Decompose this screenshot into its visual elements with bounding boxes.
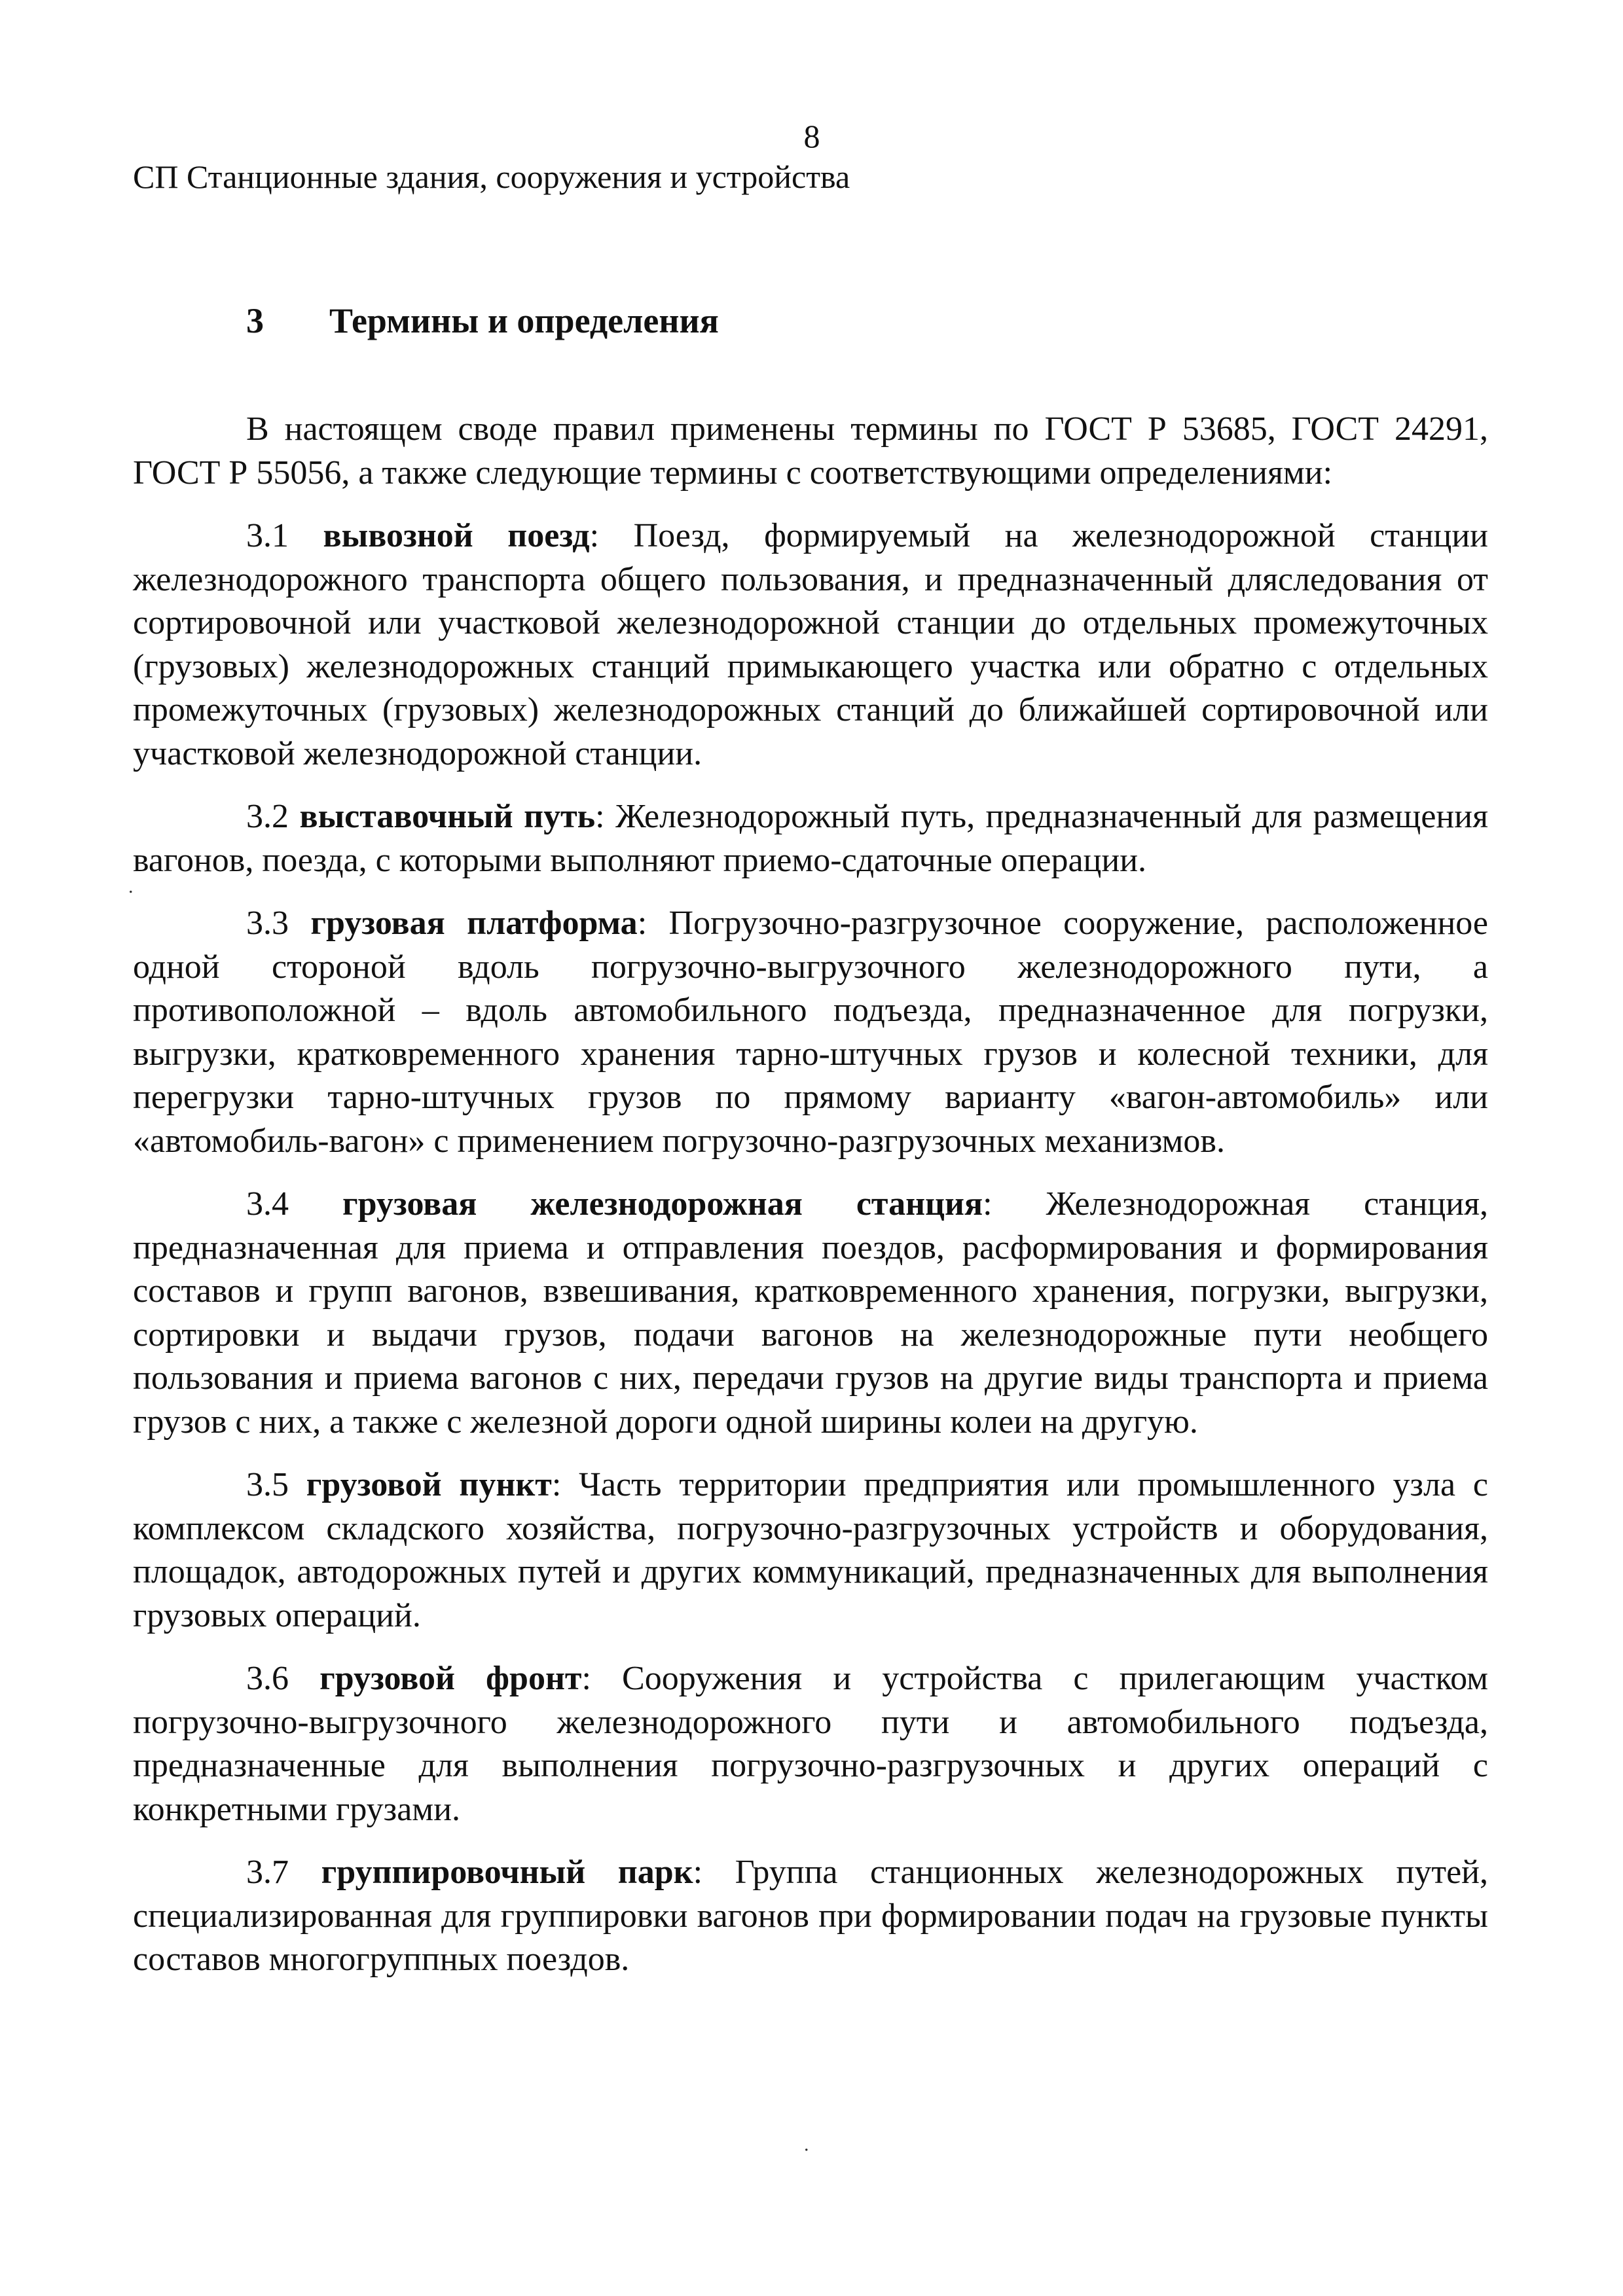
- term-separator: :: [589, 517, 634, 554]
- term-name: грузовой пункт: [306, 1466, 552, 1503]
- term-name: грузовая платформа: [310, 905, 638, 942]
- term-name: грузовая железнодорожная станция: [342, 1185, 983, 1223]
- term-entry: [133, 1657, 1488, 1831]
- term-number: 3.5: [246, 1466, 306, 1503]
- term-name: выставочный путь: [299, 798, 596, 835]
- term-definition: Часть территории предприятия или промышленного узла с комплексом складского хозяйства, погрузочно-разгрузочных устройств и оборудования, площадок, автодорожных путей и других коммуникаций, предназначенных для выполнения грузовых операций.: [133, 1466, 1489, 1634]
- section-number: 3: [246, 301, 264, 340]
- term-definition: Сооружения и устройства с прилегающим участком погрузочно-выгрузочного железнодорожного пути и автомобильного подъезда, предназначенные для выполнения погрузочно-разгрузочных и других операций с конкретными грузами.: [133, 1660, 1488, 1828]
- term-definition: Железнодорожный путь, предназначенный для размещения вагонов, поезда, с которыми выполняют приемо-сдаточные операции.: [133, 798, 1489, 879]
- term-entry: [133, 902, 1488, 1163]
- term-number: 3.4: [246, 1185, 343, 1223]
- term-entry: [133, 1851, 1488, 1982]
- term-separator: :: [581, 1660, 623, 1697]
- term-name: группировочный парк: [321, 1854, 693, 1891]
- term-number: 3.1: [246, 517, 323, 554]
- scan-speck: .: [128, 876, 134, 897]
- term-separator: :: [637, 905, 669, 942]
- term-definition: Группа станционных железнодорожных путей, специализированная для группировки вагонов при формировании подач на грузовые пункты составов многогруппных поездов.: [133, 1854, 1488, 1978]
- running-header: СП Станционные здания, сооружения и устройства: [133, 158, 850, 195]
- page-number: 8: [803, 118, 820, 154]
- term-separator: :: [595, 798, 616, 835]
- scan-speck: .: [804, 2134, 809, 2155]
- term-number: 3.3: [246, 905, 311, 942]
- term-separator: :: [983, 1185, 1046, 1223]
- term-name: грузовой фронт: [319, 1660, 582, 1697]
- term-number: 3.6: [246, 1660, 320, 1697]
- term-name: вывозной поезд: [323, 517, 590, 554]
- term-entry: [133, 1463, 1488, 1638]
- section-heading: [246, 300, 719, 342]
- term-separator: :: [551, 1466, 579, 1503]
- term-number: 3.7: [246, 1854, 321, 1891]
- section-title: Термины и определения: [329, 301, 719, 340]
- term-separator: :: [693, 1854, 735, 1891]
- term-definition: Погрузочно-разгрузочное сооружение, расположенное одной стороной вдоль погрузочно-выгрузочного железнодорожного пути, а противоположной – вдоль автомобильного подъезда, предназначенное для погрузки, выгрузки, кратковременного хранения тарно-штучных грузов и колесной техники, для перегрузки тарно-штучных грузов по прямому варианту «вагон-автомобиль» или «автомобиль-вагон» с применением погрузочно-разгрузочных механизмов.: [133, 905, 1489, 1160]
- term-number: 3.2: [246, 798, 300, 835]
- term-entry: [133, 795, 1488, 882]
- document-body: [133, 408, 1488, 2001]
- intro-paragraph: В настоящем своде правил применены термины по ГОСТ Р 53685, ГОСТ 24291, ГОСТ Р 55056, а также следующие термины с соответствующими определениями:: [133, 410, 1488, 492]
- term-entry: [133, 514, 1488, 776]
- term-entry: [133, 1183, 1488, 1444]
- term-definition: Железнодорожная станция, предназначенная для приема и отправления поездов, расформирования и формирования составов и групп вагонов, взвешивания, кратковременного хранения, погрузки, выгрузки, сортировки и выдачи грузов, подачи вагонов на железнодорожные пути необщего пользования и приема вагонов с них, передачи грузов на другие виды транспорта и приема грузов с них, а также с железной дороги одной ширины колеи на другую.: [133, 1185, 1489, 1441]
- term-definition: Поезд, формируемый на железнодорожной станции железнодорожного транспорта общего пользования, и предназначенный дляследования от сортировочной или участковой железнодорожной станции до отдельных промежуточных (грузовых) железнодорожных станций примыкающего участка или обратно с отдельных промежуточных (грузовых) железнодорожных станций до ближайшей сортировочной или участковой железнодорожной станции.: [133, 517, 1489, 772]
